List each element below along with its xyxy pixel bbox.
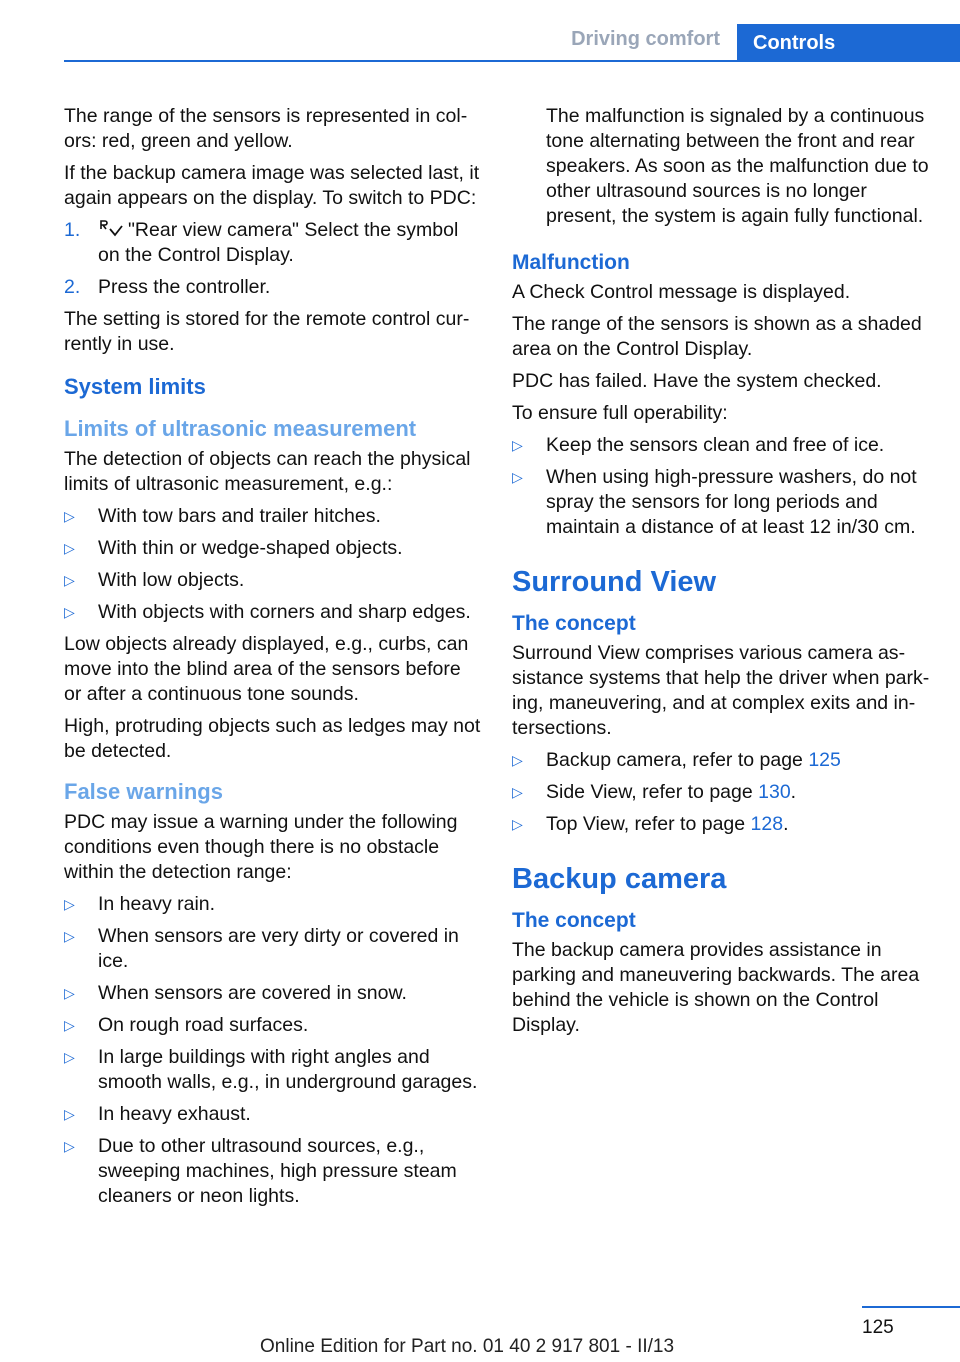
paragraph: The backup camera provides assistance in parking and maneuvering backwards. The area behind the vehicle is shown on the Control Display. xyxy=(512,939,920,1036)
list-item: ▷ On rough road surfaces. xyxy=(64,1014,309,1036)
bullet-triangle-icon: ▷ xyxy=(512,469,523,485)
bullet-triangle-icon: ▷ xyxy=(512,437,523,453)
paragraph: A Check Control message is displayed. xyxy=(512,281,851,303)
bullet-triangle-icon: ▷ xyxy=(512,816,523,832)
footer-rule xyxy=(862,1306,960,1308)
bullet-triangle-icon: ▷ xyxy=(64,540,75,556)
list-item: ▷ When sensors are very dirty or covered in ice. xyxy=(64,925,459,972)
list-item: ▷ In heavy exhaust. xyxy=(64,1103,251,1125)
list-item: ▷ When sensors are covered in snow. xyxy=(64,982,407,1004)
paragraph: The range of the sensors is shown as a shaded area on the Control Display. xyxy=(512,313,922,360)
paragraph: High, protruding objects such as ledges may not be detected. xyxy=(64,715,481,762)
bullet-triangle-icon: ▷ xyxy=(512,752,523,768)
bullet-triangle-icon: ▷ xyxy=(512,784,523,800)
step-number: 2. xyxy=(64,276,81,298)
operability-list xyxy=(512,433,930,540)
heading-false-warnings: False warnings xyxy=(64,779,223,804)
paragraph: To ensure full operability: xyxy=(512,402,728,424)
left-column xyxy=(64,104,482,1216)
list-item: ▷ With thin or wedge-shaped objects. xyxy=(64,537,403,559)
bullet-triangle-icon: ▷ xyxy=(64,1017,75,1033)
paragraph: PDC has failed. Have the system checked. xyxy=(512,370,882,392)
paragraph: The range of the sensors is represented in colors: red, green and yellow. xyxy=(64,105,468,152)
heading-concept: The concept xyxy=(512,909,636,932)
bullet-triangle-icon: ▷ xyxy=(64,928,75,944)
bullet-triangle-icon: ▷ xyxy=(64,896,75,912)
page-number: 125 xyxy=(862,1317,894,1338)
heading-surround-view: Surround View xyxy=(512,566,717,598)
list-item: ▷ Top View, refer to page 128. xyxy=(512,813,789,835)
reference-list xyxy=(512,748,930,837)
page-link[interactable]: 128 xyxy=(750,813,784,835)
bullet-triangle-icon: ▷ xyxy=(64,1138,75,1154)
chapter-tab: Controls xyxy=(737,24,960,62)
bullet-triangle-icon: ▷ xyxy=(64,604,75,620)
list-item: ▷ In large buildings with right angles and smooth walls, e.g., in underground garages. xyxy=(64,1046,478,1093)
page-header xyxy=(0,0,960,62)
limits-list xyxy=(64,504,482,625)
paragraph: PDC may issue a warning under the following conditions even though there is no obstacle within the detection range: xyxy=(64,811,458,883)
bullet-triangle-icon: ▷ xyxy=(64,1106,75,1122)
list-item: ▷ Backup camera, refer to page 125 xyxy=(512,749,841,771)
step-item xyxy=(64,218,482,268)
list-item: ▷ In heavy rain. xyxy=(64,893,216,915)
paragraph: If the backup camera image was selected last, it again appears on the display. To switch to PDC: xyxy=(64,162,480,209)
heading-system-limits: System limits xyxy=(64,374,206,399)
page-link[interactable]: 125 xyxy=(808,749,841,771)
list-item: ▷ With objects with corners and sharp edges. xyxy=(64,601,471,623)
rear-view-camera-icon xyxy=(98,219,124,239)
list-item: ▷ With tow bars and trailer hitches. xyxy=(64,505,381,527)
heading-concept: The concept xyxy=(512,612,636,635)
heading-ultrasonic-limits: Limits of ultrasonic measurement xyxy=(64,416,417,441)
paragraph: The malfunction is signaled by a continuous tone alternating between the front and rear speakers. As soon as the malfunction due to other ultrasound sources is no longer present, the system is again fully functional. xyxy=(546,105,929,227)
list-item: ▷ Due to other ultrasound sources, e.g., sweeping machines, high pressure steam cleaners or neon lights. xyxy=(64,1135,457,1207)
bullet-triangle-icon: ▷ xyxy=(64,508,75,524)
paragraph: The detection of objects can reach the physical limits of ultrasonic measurement, e.g.: xyxy=(64,448,471,495)
bullet-triangle-icon: ▷ xyxy=(64,572,75,588)
bullet-triangle-icon: ▷ xyxy=(64,1049,75,1065)
list-item: ▷ Keep the sensors clean and free of ice. xyxy=(512,434,885,456)
list-item: ▷ Side View, refer to page 130. xyxy=(512,781,797,803)
warnings-list xyxy=(64,892,482,1209)
heading-backup-camera: Backup camera xyxy=(512,863,727,895)
step-text: Press the controller. xyxy=(98,276,271,298)
page-link[interactable]: 130 xyxy=(758,781,791,803)
right-column xyxy=(512,104,930,1045)
edition-note: Online Edition for Part no. 01 40 2 917 801 - II/13 xyxy=(260,1336,675,1357)
step-list xyxy=(64,218,482,300)
step-item xyxy=(64,275,482,300)
paragraph: Surround View comprises various camera assistance systems that help the driver when parking, maneuvering, and at complex exits and intersections. xyxy=(512,642,930,739)
step-number: 1. xyxy=(64,219,81,241)
paragraph: The setting is stored for the remote control currently in use. xyxy=(64,308,470,355)
paragraph: Low objects already displayed, e.g., curbs, can move into the blind area of the sensors before or after a continuous tone sounds. xyxy=(64,633,469,705)
bullet-triangle-icon: ▷ xyxy=(64,985,75,1001)
list-item: ▷ When using high-pressure washers, do not spray the sensors for long periods and maintain a distance of at least 12 in/30 cm. xyxy=(512,466,917,538)
step-text: "Rear view camera" Select the symbol on the Control Display. xyxy=(98,219,459,266)
heading-malfunction: Malfunction xyxy=(512,251,630,274)
header-rule xyxy=(64,60,737,62)
section-title: Driving comfort xyxy=(571,28,720,50)
list-item: ▷ With low objects. xyxy=(64,569,245,591)
